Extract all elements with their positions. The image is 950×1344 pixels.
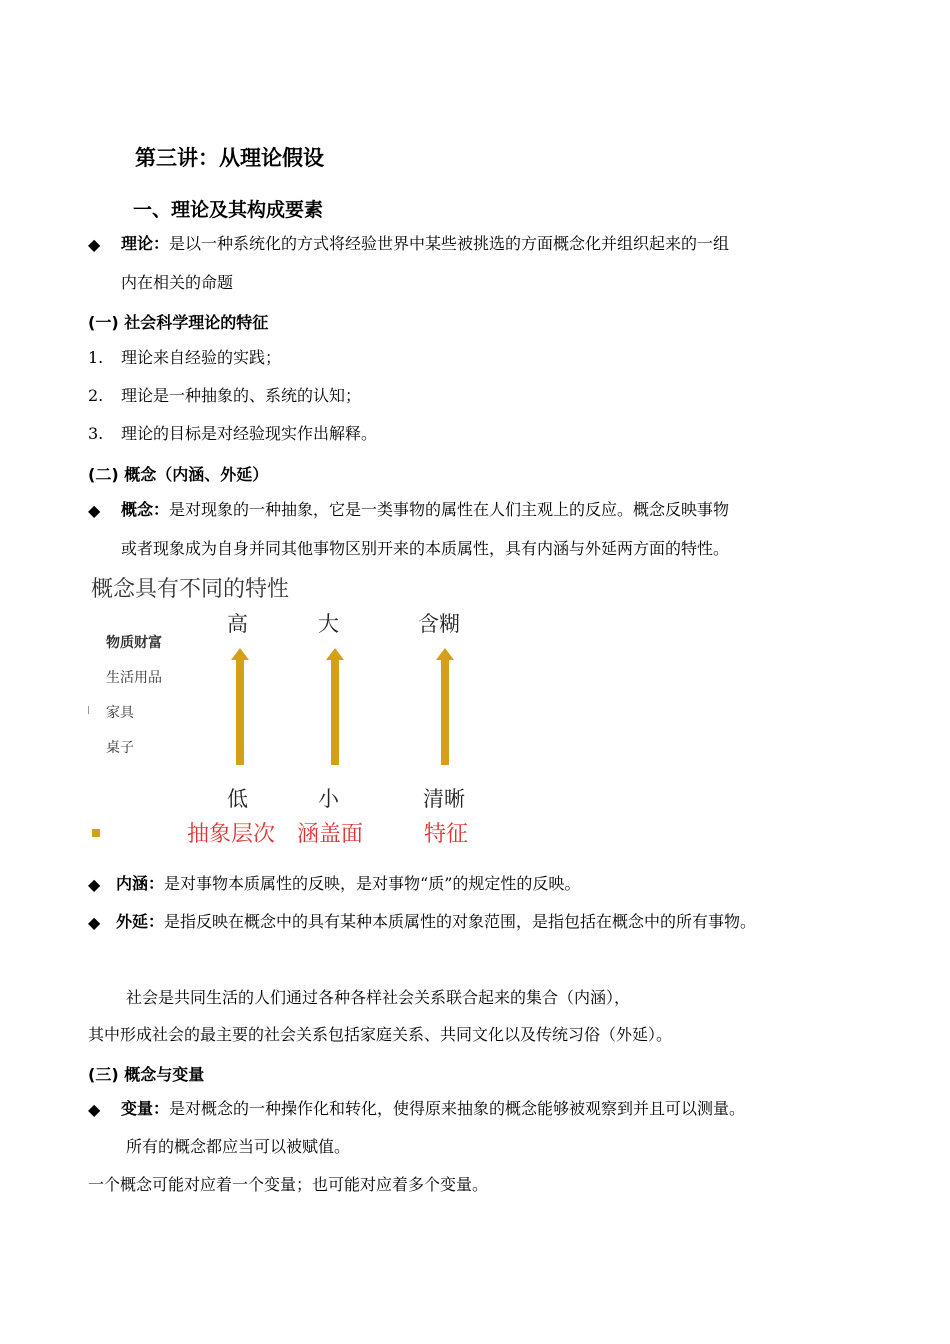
list-item-number: 2. <box>88 386 104 405</box>
arrow-up-icon <box>326 648 344 765</box>
section-heading: 一、理论及其构成要素 <box>133 199 324 221</box>
term-label: 变量： <box>121 1099 170 1118</box>
definition-concept <box>121 500 729 520</box>
definition-variable <box>121 1099 745 1119</box>
square-bullet-icon <box>92 829 100 837</box>
column-bottom-label: 清晰 <box>423 787 465 811</box>
list-item: 理论是一种抽象的、系统的认知； <box>121 386 362 405</box>
paragraph: 社会是共同生活的人们通过各种各样社会关系联合起来的集合（内涵）， <box>126 988 631 1007</box>
arrows-graphic <box>220 645 470 770</box>
paragraph: 其中形成社会的最主要的社会关系包括家庭关系、共同文化以及传统习俗（外延）。 <box>88 1025 673 1044</box>
definition-text: 是以一种系统化的方式将经验世界中某些被挑选的方面概念化并组织起来的一组 <box>169 234 730 253</box>
page-title: 第三讲：从理论假设 <box>135 146 324 170</box>
subsection-heading: (三) 概念与变量 <box>88 1065 205 1084</box>
arrow-up-icon <box>231 648 249 765</box>
definition-text-cont: 或者现象成为自身并同其他事物区别开来的本质属性，具有内涵与外延两方面的特性。 <box>121 539 730 558</box>
paragraph: 所有的概念都应当可以被赋值。 <box>126 1137 351 1156</box>
column-bottom-label: 低 <box>227 787 248 811</box>
definition-text: 是对事物本质属性的反映，是对事物“质”的规定性的反映。 <box>164 874 581 893</box>
tick-mark <box>88 706 89 714</box>
list-item: 理论的目标是对经验现实作出解释。 <box>121 424 378 443</box>
term-label: 理论： <box>121 234 170 253</box>
column-caption: 涵盖面 <box>297 822 364 847</box>
definition-intension <box>116 874 580 894</box>
column-top-label: 高 <box>227 612 248 636</box>
column-caption: 特征 <box>424 822 469 847</box>
bullet-icon: ◆ <box>88 875 101 894</box>
term-label: 概念： <box>121 500 170 519</box>
subsection-heading: (一) 社会科学理论的特征 <box>88 313 269 332</box>
column-top-label: 大 <box>318 612 339 636</box>
definition-theory <box>121 234 729 254</box>
level-label: 生活用品 <box>106 670 162 686</box>
level-label: 物质财富 <box>106 635 162 651</box>
bullet-icon: ◆ <box>88 501 101 520</box>
list-item-number: 3. <box>88 424 104 443</box>
column-bottom-label: 小 <box>318 787 339 811</box>
level-label: 桌子 <box>106 740 134 756</box>
term-label: 内涵： <box>116 874 165 893</box>
figure-title: 概念具有不同的特性 <box>91 577 290 602</box>
level-label: 家具 <box>106 705 134 721</box>
column-caption: 抽象层次 <box>187 822 276 847</box>
definition-extension <box>116 912 756 932</box>
bullet-icon: ◆ <box>88 235 101 254</box>
bullet-icon: ◆ <box>88 1100 101 1119</box>
subsection-heading: (二) 概念（内涵、外延） <box>88 465 269 484</box>
list-item-number: 1. <box>88 348 104 367</box>
definition-text: 是指反映在概念中的具有某种本质属性的对象范围，是指包括在概念中的所有事物。 <box>164 912 757 931</box>
definition-text: 是对现象的一种抽象，它是一类事物的属性在人们主观上的反应。概念反映事物 <box>169 500 730 519</box>
list-item: 理论来自经验的实践； <box>121 348 282 367</box>
term-label: 外延： <box>116 912 165 931</box>
definition-text: 是对概念的一种操作化和转化，使得原来抽象的概念能够被观察到并且可以测量。 <box>169 1099 746 1118</box>
arrow-up-icon <box>436 648 454 765</box>
column-top-label: 含糊 <box>418 612 460 636</box>
definition-text-cont: 内在相关的命题 <box>121 273 234 292</box>
paragraph: 一个概念可能对应着一个变量；也可能对应着多个变量。 <box>88 1175 489 1194</box>
bullet-icon: ◆ <box>88 913 101 932</box>
